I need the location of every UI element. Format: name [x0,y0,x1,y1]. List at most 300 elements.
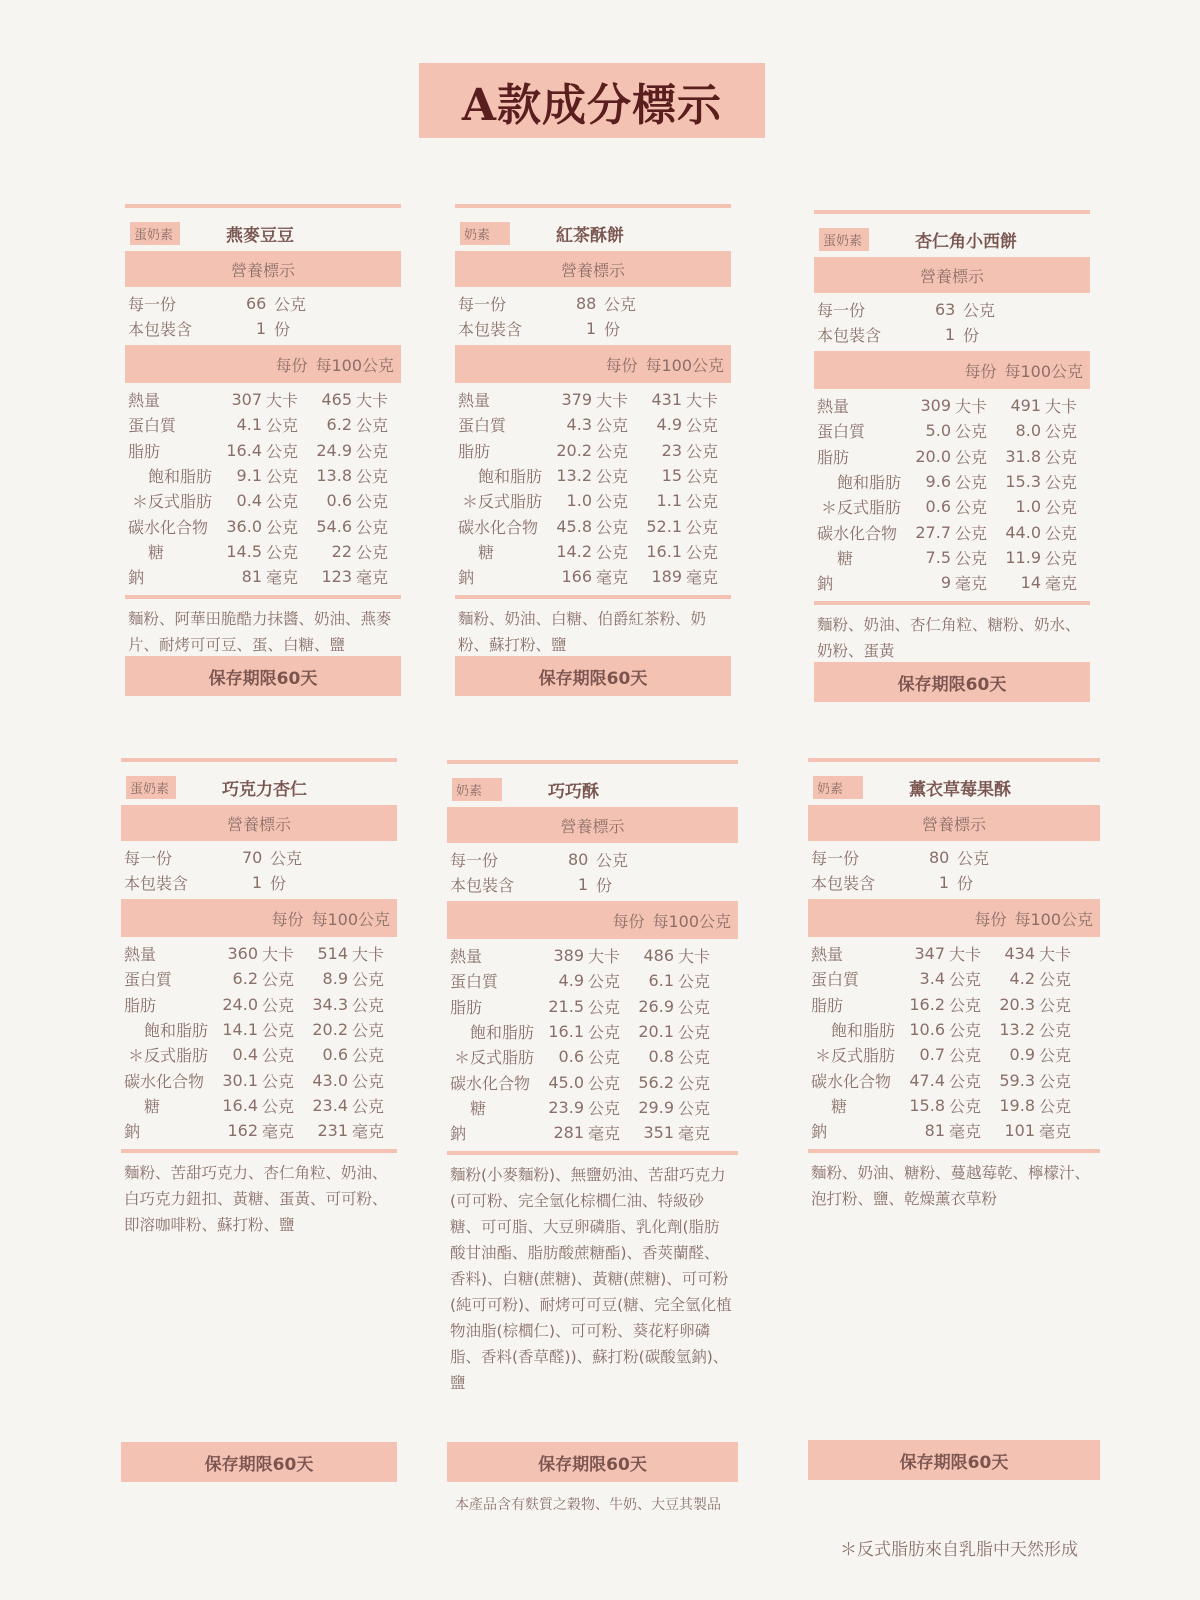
serving-size-unit: 公克 [957,849,990,868]
product-card [125,204,401,658]
nutrient-row [121,1118,397,1143]
col-per-100g: 每100公克 [1014,909,1093,929]
unit: 公克 [262,970,295,990]
shelf-life-bar: 保存期限60天 [447,1442,738,1482]
column-header [455,345,731,383]
servings-value: 1 [944,325,955,344]
per-100g-value: 16.1 [646,541,682,561]
unit: 毫克 [1039,1122,1072,1142]
unit: 公克 [1045,523,1078,543]
unit: 大卡 [955,397,988,417]
serving-size-value: 88 [576,294,597,313]
card-header [121,769,397,805]
nutrient-row [814,570,1090,595]
nutrient-label: 脂肪 [811,995,844,1015]
nutrient-table [455,387,731,589]
per-100g-value: 0.8 [648,1047,674,1067]
servings-unit: 份 [963,326,980,345]
unit: 公克 [596,467,629,487]
per-serving-value: 1.0 [566,491,592,511]
product-card [447,760,738,1396]
card-header [808,769,1100,805]
nutrient-row [808,1093,1100,1118]
col-per-serving: 每份 [271,909,304,929]
product-card [121,758,397,1238]
unit: 公克 [588,1073,621,1093]
nutrition-label-bar: 營養標示 [125,251,401,287]
unit: 毫克 [678,1124,711,1144]
servings-label: 本包裝含 [128,320,193,339]
nutrient-row [447,943,738,968]
servings-label: 本包裝含 [458,320,523,339]
unit: 公克 [1039,1046,1072,1066]
unit: 公克 [686,517,719,537]
product-name: 巧克力杏仁 [222,779,307,800]
per-serving-value: 27.7 [915,522,951,542]
per-serving-value: 379 [561,390,592,410]
per-serving-value: 9 [940,573,951,593]
unit: 公克 [1045,447,1078,467]
unit: 公克 [356,441,389,461]
nutrient-label: 蛋白質 [450,972,499,992]
nutrient-label: 熱量 [450,947,483,967]
unit: 公克 [262,1096,295,1116]
nutrient-row [814,393,1090,418]
unit: 大卡 [356,391,389,411]
serving-size-unit: 公克 [596,851,629,870]
unit: 毫克 [352,1122,385,1142]
per-100g-value: 123 [321,567,352,587]
unit: 毫克 [596,568,629,588]
per-serving-value: 0.6 [925,497,951,517]
serving-info [455,291,731,341]
per-100g-value: 0.6 [326,491,352,511]
per-100g-value: 0.9 [1009,1045,1035,1065]
per-serving-value: 9.6 [925,472,951,492]
per-100g-value: 44.0 [1005,522,1041,542]
allergen-note: 本產品含有麩質之穀物、牛奶、大豆其製品 [455,1497,721,1513]
unit: 大卡 [678,947,711,967]
card-top-rule [808,758,1100,762]
nutrient-row [455,387,731,412]
per-100g-value: 1.1 [656,491,682,511]
servings-unit: 份 [957,874,974,893]
card-header [447,771,738,807]
nutrient-label: 鈉 [811,1122,828,1142]
nutrient-row [121,1067,397,1092]
per-100g-value: 4.2 [1009,969,1035,989]
nutrient-label: 飽和脂肪 [148,467,213,487]
serving-size-value: 63 [935,300,956,319]
nutrient-row [125,438,401,463]
col-per-serving: 每份 [605,355,638,375]
per-serving-value: 10.6 [909,1020,945,1040]
per-100g-value: 189 [651,567,682,587]
unit: 公克 [955,498,988,518]
per-100g-value: 22 [331,541,352,561]
shelf-life-bar: 保存期限60天 [455,656,731,696]
unit: 公克 [678,1073,711,1093]
per-serving-value: 16.4 [226,440,262,460]
nutrition-label-bar: 營養標示 [447,807,738,843]
per-100g-value: 54.6 [316,516,352,536]
nutrient-row [121,1042,397,1067]
nutrient-row [455,438,731,463]
per-serving-value: 162 [227,1121,258,1141]
nutrient-label: 碳水化合物 [128,517,209,537]
serving-size-unit: 公克 [963,301,996,320]
shelf-life-bar: 保存期限60天 [808,1440,1100,1480]
per-serving-value: 6.2 [232,969,258,989]
nutrient-row [808,1118,1100,1143]
nutrient-row [814,418,1090,443]
unit: 公克 [686,416,719,436]
serving-info [125,291,401,341]
unit: 大卡 [262,945,295,965]
unit: 公克 [955,422,988,442]
column-header [447,901,738,939]
nutrient-row [808,992,1100,1017]
per-100g-value: 6.1 [648,971,674,991]
nutrient-label: ＊反式脂肪 [132,492,213,512]
unit: 公克 [949,1046,982,1066]
nutrient-row [814,469,1090,494]
unit: 公克 [266,492,299,512]
unit: 公克 [955,447,988,467]
serving-info [814,297,1090,347]
diet-badge: 蛋奶素 [130,222,180,245]
nutrient-label: 飽和脂肪 [837,473,902,493]
unit: 公克 [949,1021,982,1041]
shelf-life-bar: 保存期限60天 [814,662,1090,702]
per-serving-value: 16.2 [909,994,945,1014]
unit: 公克 [678,997,711,1017]
column-header [814,351,1090,389]
diet-badge: 奶素 [452,778,502,801]
unit: 大卡 [588,947,621,967]
serving-info [447,847,738,897]
nutrient-label: 碳水化合物 [458,517,539,537]
nutrient-label: 蛋白質 [128,416,177,436]
nutrient-label: 蛋白質 [458,416,507,436]
card-top-rule [455,204,731,208]
ingredients-text: 麵粉(小麥麵粉)、無鹽奶油、苦甜巧克力(可可粉、完全氫化棕櫚仁油、特級砂糖、可可脂、大豆卵磷脂、乳化劑(脂肪酸甘油酯、脂肪酸蔗糖酯)、香莢蘭醛、香料)、白糖(蔗糖)、黃糖(蔗糖)、可可粉(純可可粉)、耐烤可可豆(糖、完全氫化植物油脂(棕櫚仁)、可可粉、葵花籽卵磷脂、香料(香草醛))、蘇打粉(碳酸氫鈉)、鹽 [450,1166,732,1393]
serving-size-label: 每一份 [450,851,499,870]
per-100g-value: 101 [1004,1121,1035,1141]
unit: 公克 [1039,970,1072,990]
per-serving-value: 24.0 [222,994,258,1014]
unit: 大卡 [352,945,385,965]
unit: 公克 [588,1098,621,1118]
per-100g-value: 29.9 [638,1097,674,1117]
shelf-life-bar: 保存期限60天 [125,656,401,696]
nutrition-label-bar: 營養標示 [455,251,731,287]
nutrient-label: 熱量 [124,945,157,965]
unit: 毫克 [356,568,389,588]
nutrient-row [121,1093,397,1118]
product-card [455,204,731,658]
nutrient-label: 脂肪 [128,441,161,461]
product-name: 紅茶酥餅 [556,225,624,246]
product-card [814,210,1090,664]
servings-unit: 份 [604,320,621,339]
card-top-rule [121,758,397,762]
servings-label: 本包裝含 [124,874,189,893]
serving-info [808,845,1100,895]
product-name: 杏仁角小西餅 [915,231,1017,252]
unit: 公克 [949,970,982,990]
serving-size-value: 66 [246,294,267,313]
unit: 公克 [262,1071,295,1091]
nutrient-label: 脂肪 [450,997,483,1017]
per-serving-value: 5.0 [925,421,951,441]
per-100g-value: 31.8 [1005,446,1041,466]
per-serving-value: 23.9 [548,1097,584,1117]
nutrient-row [121,1017,397,1042]
unit: 公克 [949,1096,982,1116]
shelf-life-bar: 保存期限60天 [121,1442,397,1482]
per-100g-value: 465 [321,390,352,410]
unit: 公克 [266,542,299,562]
unit: 公克 [356,416,389,436]
per-100g-value: 34.3 [312,994,348,1014]
unit: 公克 [262,1046,295,1066]
servings-value: 1 [585,319,596,338]
per-100g-value: 23.4 [312,1095,348,1115]
unit: 毫克 [955,574,988,594]
per-100g-value: 1.0 [1015,497,1041,517]
nutrient-label: ＊反式脂肪 [462,492,543,512]
unit: 公克 [678,1023,711,1043]
col-per-100g: 每100公克 [315,355,394,375]
servings-label: 本包裝含 [450,876,515,895]
unit: 毫克 [686,568,719,588]
per-100g-value: 19.8 [999,1095,1035,1115]
nutrient-row [447,1069,738,1094]
per-100g-value: 59.3 [999,1070,1035,1090]
unit: 公克 [949,1071,982,1091]
nutrient-row [814,494,1090,519]
card-header [814,221,1090,257]
trans-fat-note: ＊反式脂肪來自乳脂中天然形成 [840,1540,1078,1560]
serving-size-unit: 公克 [604,295,637,314]
nutrient-label: 糖 [148,542,165,562]
per-100g-value: 13.8 [316,466,352,486]
nutrient-row [125,539,401,564]
nutrient-row [121,992,397,1017]
unit: 公克 [678,1098,711,1118]
column-header [121,899,397,937]
per-serving-value: 14.2 [556,541,592,561]
nutrient-table [808,941,1100,1143]
unit: 公克 [352,970,385,990]
unit: 毫克 [262,1122,295,1142]
nutrient-row [808,941,1100,966]
unit: 大卡 [596,391,629,411]
nutrient-row [125,412,401,437]
diet-badge: 奶素 [460,222,510,245]
nutrient-label: 糖 [144,1096,161,1116]
col-per-serving: 每份 [974,909,1007,929]
per-serving-value: 21.5 [548,996,584,1016]
per-serving-value: 9.1 [236,466,262,486]
serving-size-label: 每一份 [811,849,860,868]
unit: 公克 [686,542,719,562]
per-serving-value: 360 [227,944,258,964]
col-per-100g: 每100公克 [311,909,390,929]
servings-label: 本包裝含 [817,326,882,345]
nutrient-row [455,513,731,538]
servings-label: 本包裝含 [811,874,876,893]
nutrient-label: ＊反式脂肪 [454,1048,535,1068]
diet-badge: 奶素 [813,776,863,799]
col-per-serving: 每份 [964,361,997,381]
unit: 公克 [596,441,629,461]
unit: 公克 [955,523,988,543]
nutrient-row [121,941,397,966]
unit: 大卡 [686,391,719,411]
unit: 公克 [352,1046,385,1066]
per-serving-value: 307 [231,390,262,410]
per-100g-value: 8.0 [1015,421,1041,441]
ingredients-text: 麵粉、奶油、白糖、伯爵紅茶粉、奶粉、蘇打粉、鹽 [458,610,707,655]
nutrient-label: 蛋白質 [811,970,860,990]
per-serving-value: 0.4 [236,491,262,511]
ingredients-text: 麵粉、奶油、糖粉、蔓越莓乾、檸檬汁、泡打粉、鹽、乾燥薰衣草粉 [811,1164,1091,1209]
nutrient-label: 糖 [831,1096,848,1116]
per-100g-value: 20.1 [638,1022,674,1042]
unit: 公克 [588,997,621,1017]
nutrient-row [125,488,401,513]
unit: 公克 [1045,422,1078,442]
per-serving-value: 45.0 [548,1072,584,1092]
unit: 公克 [955,548,988,568]
unit: 毫克 [266,568,299,588]
per-100g-value: 8.9 [322,969,348,989]
unit: 公克 [1045,473,1078,493]
per-serving-value: 20.0 [915,446,951,466]
nutrient-row [808,1017,1100,1042]
nutrient-row [125,387,401,412]
nutrient-row [814,444,1090,469]
serving-info [121,845,397,895]
unit: 公克 [262,995,295,1015]
unit: 公克 [1039,995,1072,1015]
per-serving-value: 81 [241,567,262,587]
nutrition-label-bar: 營養標示 [808,805,1100,841]
nutrient-table [121,941,397,1143]
card-top-rule [447,760,738,764]
nutrient-row [447,1019,738,1044]
per-serving-value: 4.9 [558,971,584,991]
unit: 大卡 [1045,397,1078,417]
serving-size-label: 每一份 [458,295,507,314]
unit: 公克 [678,972,711,992]
unit: 公克 [955,473,988,493]
ingredients-text: 麵粉、苦甜巧克力、杏仁角粒、奶油、白巧克力鈕扣、黃糖、蛋黃、可可粉、即溶咖啡粉、蘇打粉、鹽 [124,1164,388,1235]
unit: 公克 [356,467,389,487]
diet-badge: 蛋奶素 [819,228,869,251]
nutrient-table [125,387,401,589]
card-top-rule [125,204,401,208]
nutrition-label-bar: 營養標示 [121,805,397,841]
per-100g-value: 491 [1010,396,1041,416]
per-serving-value: 36.0 [226,516,262,536]
nutrient-label: 碳水化合物 [124,1071,205,1091]
col-per-100g: 每100公克 [645,355,724,375]
per-100g-value: 15.3 [1005,472,1041,492]
per-100g-value: 20.2 [312,1020,348,1040]
serving-size-value: 70 [242,848,263,867]
nutrient-label: 脂肪 [124,995,157,1015]
product-name: 巧巧酥 [548,781,599,802]
nutrient-label: 蛋白質 [817,422,866,442]
unit: 公克 [356,542,389,562]
per-serving-value: 45.8 [556,516,592,536]
per-serving-value: 14.1 [222,1020,258,1040]
product-name: 薰衣草莓果酥 [909,779,1011,800]
nutrient-row [121,966,397,991]
serving-size-unit: 公克 [274,295,307,314]
diet-badge: 蛋奶素 [126,776,176,799]
column-header [808,899,1100,937]
card-header [455,215,731,251]
per-serving-value: 15.8 [909,1095,945,1115]
per-100g-value: 351 [643,1123,674,1143]
per-serving-value: 13.2 [556,466,592,486]
per-100g-value: 26.9 [638,996,674,1016]
unit: 公克 [266,517,299,537]
unit: 公克 [949,995,982,1015]
card-header [125,215,401,251]
unit: 公克 [686,441,719,461]
nutrient-label: 碳水化合物 [817,523,898,543]
unit: 公克 [1045,498,1078,518]
nutrient-row [808,1067,1100,1092]
nutrient-row [125,463,401,488]
card-top-rule [814,210,1090,214]
unit: 公克 [1039,1071,1072,1091]
per-100g-value: 11.9 [1005,547,1041,567]
unit: 公克 [596,517,629,537]
unit: 毫克 [949,1122,982,1142]
nutrient-row [455,539,731,564]
per-100g-value: 231 [317,1121,348,1141]
nutrient-label: 糖 [470,1098,487,1118]
servings-unit: 份 [274,320,291,339]
per-serving-value: 166 [561,567,592,587]
nutrient-label: 鈉 [124,1122,141,1142]
per-100g-value: 15 [661,466,682,486]
nutrient-row [447,994,738,1019]
per-100g-value: 4.9 [656,415,682,435]
per-serving-value: 0.6 [558,1047,584,1067]
col-per-serving: 每份 [612,911,645,931]
nutrient-label: 脂肪 [817,447,850,467]
unit: 公克 [352,1096,385,1116]
per-100g-value: 24.9 [316,440,352,460]
nutrient-label: 飽和脂肪 [478,467,543,487]
per-100g-value: 434 [1004,944,1035,964]
nutrient-label: 飽和脂肪 [831,1021,896,1041]
nutrient-label: 脂肪 [458,441,491,461]
unit: 大卡 [1039,945,1072,965]
per-100g-value: 43.0 [312,1070,348,1090]
per-serving-value: 3.4 [919,969,945,989]
servings-unit: 份 [270,874,287,893]
per-serving-value: 30.1 [222,1070,258,1090]
nutrient-row [808,966,1100,991]
